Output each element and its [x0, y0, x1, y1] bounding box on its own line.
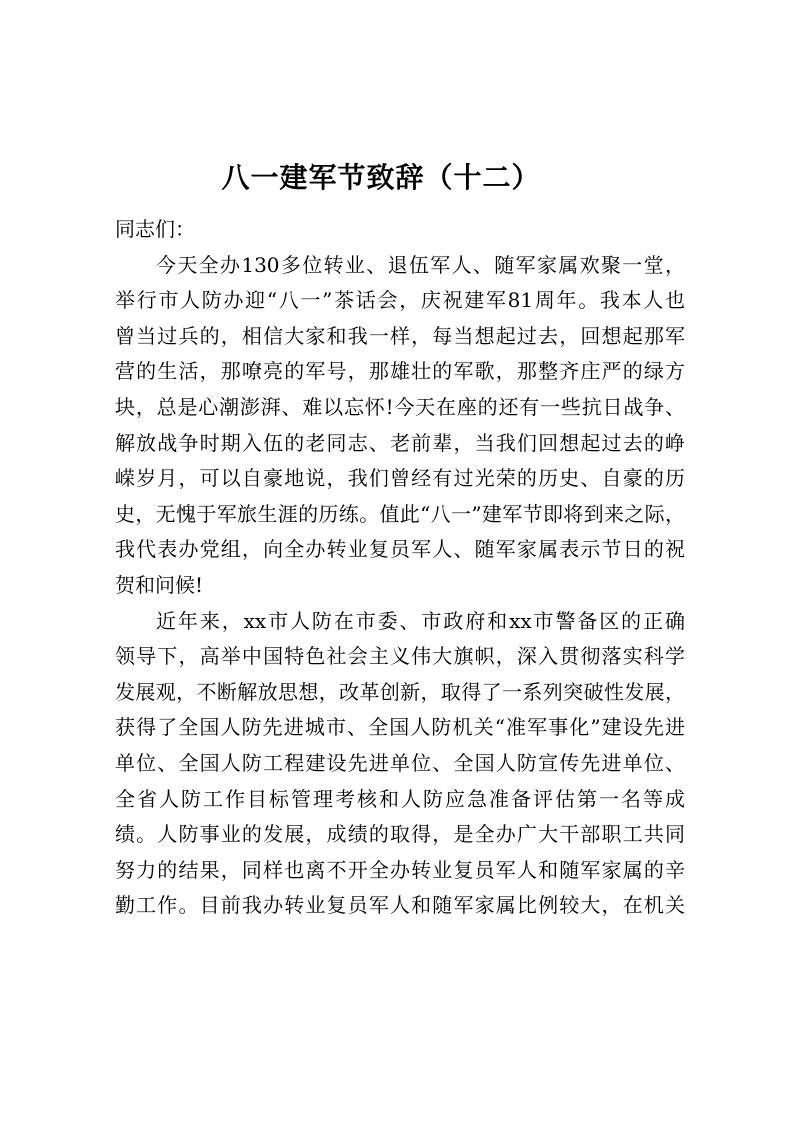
text-line: 发展观，不断解放思想，改革创新，取得了一系列突破性发展，	[115, 679, 685, 704]
text-line: 我代表办党组，向全办转业复员军人、随军家属表示节日的祝	[115, 537, 685, 562]
salutation: 同志们：	[115, 217, 195, 241]
text-line: 贺和问候!	[115, 572, 204, 597]
text-line: 绩。人防事业的发展，成绩的取得，是全办广大干部职工共同	[115, 822, 685, 847]
paragraph	[115, 604, 685, 924]
text-line: 解放战争时期入伍的老同志、老前辈，当我们回想起过去的峥	[115, 430, 685, 455]
text-line: 举行市人防办迎“八一”茶话会，庆祝建军81周年。我本人也	[115, 288, 685, 313]
document-body	[115, 212, 685, 924]
text-line: 今天全办130多位转业、退伍军人、随军家属欢聚一堂，	[156, 252, 685, 277]
text-line: 史，无愧于军旅生涯的历练。值此“八一”建军节即将到来之际，	[115, 501, 685, 526]
text-line: 营的生活，那嘹亮的军号，那雄壮的军歌，那整齐庄严的绿方	[115, 359, 685, 384]
paragraph	[115, 248, 685, 604]
text-line: 努力的结果，同样也离不开全办转业复员军人和随军家属的辛	[115, 857, 685, 882]
text-line: 块，总是心潮澎湃、难以忘怀!今天在座的还有一些抗日战争、	[115, 394, 685, 419]
text-line: 单位、全国人防工程建设先进单位、全国人防宣传先进单位、	[115, 750, 685, 775]
text-line: 全省人防工作目标管理考核和人防应急准备评估第一名等成	[115, 786, 685, 811]
text-line: 获得了全国人防先进城市、全国人防机关“准军事化”建设先进	[115, 715, 685, 740]
text-line: 嵘岁月，可以自豪地说，我们曾经有过光荣的历史、自豪的历	[115, 466, 685, 491]
text-line: 近年来，xx市人防在市委、市政府和xx市警备区的正确	[156, 608, 685, 633]
text-line: 领导下，高举中国特色社会主义伟大旗帜，深入贯彻落实科学	[115, 644, 685, 669]
text-line: 勤工作。目前我办转业复员军人和随军家属比例较大，在机关	[115, 893, 685, 918]
paragraphs	[115, 248, 685, 924]
document-title: 八一建军节致辞（十二）	[221, 161, 541, 194]
text-line: 曾当过兵的，相信大家和我一样，每当想起过去，回想起那军	[115, 323, 685, 348]
